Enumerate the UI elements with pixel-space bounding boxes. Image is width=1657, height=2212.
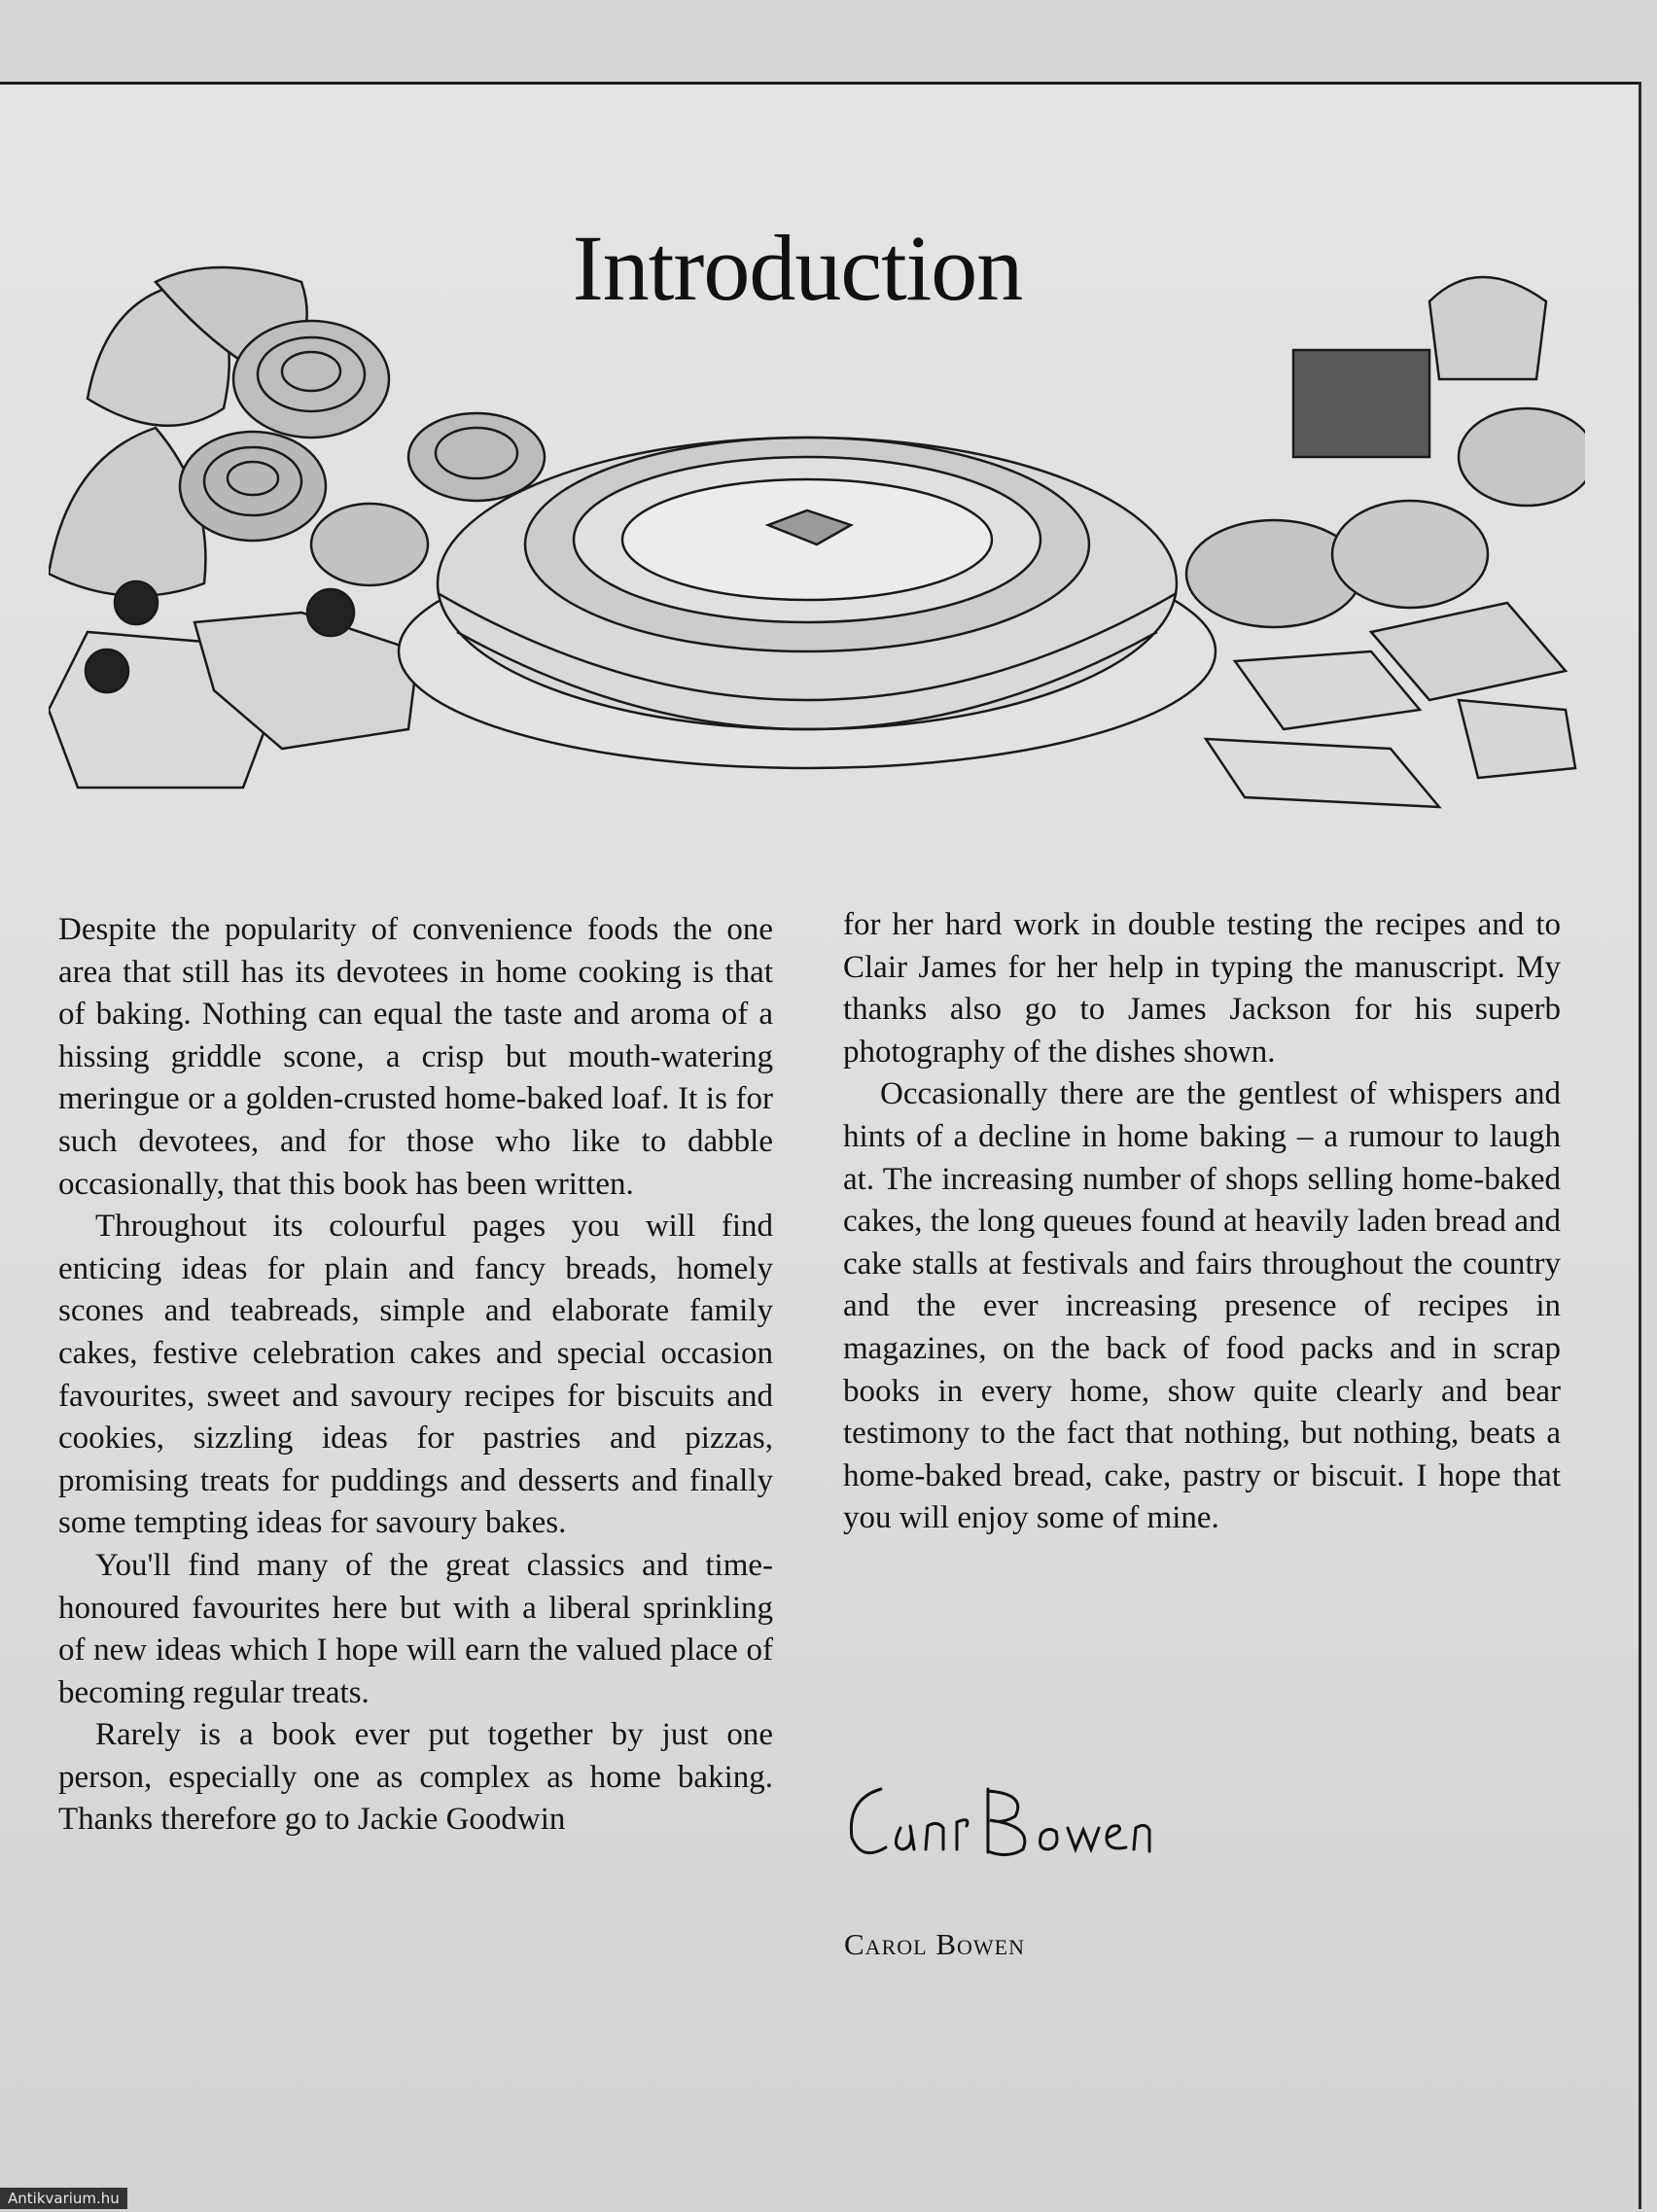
paragraph: Rarely is a book ever put together by just one person, especially one as complex as home baking. Thanks therefore go to Jackie Goodwin — [58, 1717, 773, 1838]
page-edge — [1639, 82, 1641, 2209]
paragraph: You'll find many of the great classics and time-honoured favourites here but with a liberal sprinkling of new ideas which I hope will earn the valued place of becoming regular treats. — [58, 1547, 773, 1710]
left-text-column — [58, 909, 773, 1842]
paragraph: Despite the popularity of convenience foods the one area that still has its devotees in home cooking is that of baking. Nothing can equal the taste and aroma of a hissing griddle scone, a crisp but mouth-watering meringue or a golden-crusted home-baked loaf. It is for such devotees, and for those who like to dabble occasionally, that this book has been written. — [58, 912, 773, 1202]
bakery-illustration — [49, 263, 1585, 826]
paragraph: Throughout its colourful pages you will find enticing ideas for plain and fancy breads, homely scones and teabreads, simple and elaborate family cakes, festive celebration cakes and special occasion favourites, sweet and savoury recipes for biscuits and cookies, sizzling ideas for pastries and pizzas, promising treats for puddings and desserts and finally some tempting ideas for savoury bakes. — [58, 1209, 773, 1541]
paragraph: for her hard work in double testing the recipes and to Clair James for her help in typing the manuscript. My thanks also go to James Jackson for his superb photography of the dishes shown. — [843, 907, 1561, 1070]
paragraph: Occasionally there are the gentlest of whispers and hints of a decline in home baking – a rumour to laugh at. The increasing number of shops selling home-baked cakes, the long queues found at heavily laden bread and cake stalls at festivals and fairs throughout the country and the ever increasing presence of recipes in magazines, on the back of food packs and in scrap books in every home, show quite clearly and bear testimony to the fact that nothing, but nothing, beats a home-baked bread, cake, pastry or biscuit. I hope that you will enjoy some of mine. — [843, 1076, 1561, 1536]
watermark: Antikvarium.hu — [0, 2188, 127, 2209]
page-title: Introduction — [572, 216, 1023, 320]
author-name: Carol Bowen — [844, 1927, 1025, 1961]
right-text-column — [843, 904, 1561, 1540]
handwritten-signature — [842, 1770, 1163, 1886]
